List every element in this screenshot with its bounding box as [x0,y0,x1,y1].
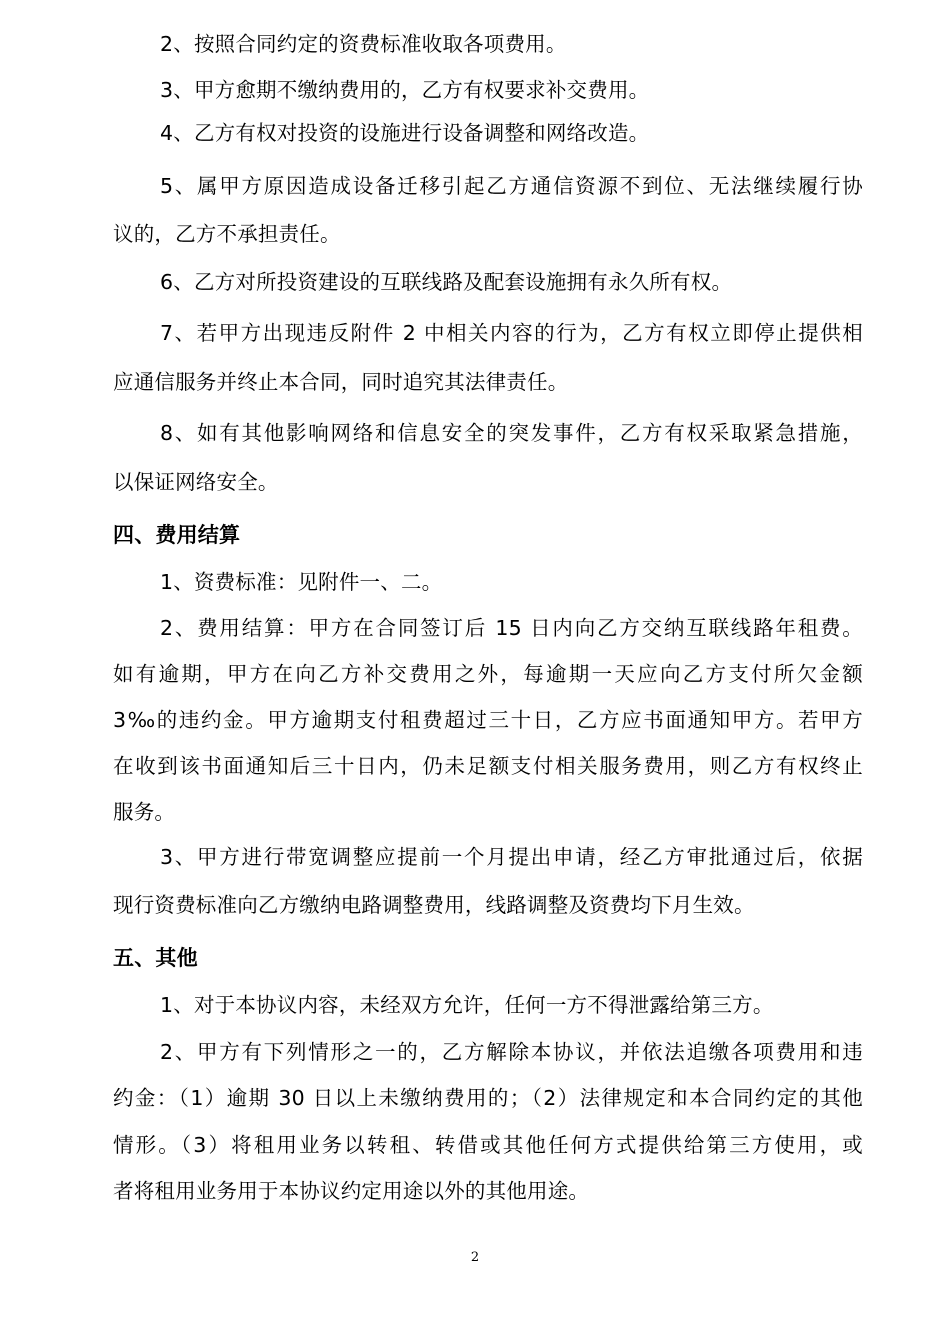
paragraph-5-line-2: 议的，乙方不承担责任。 [113,222,341,246]
other-item-2-line-4: 者将租用业务用于本协议约定用途以外的其他用途。 [113,1179,590,1203]
section-heading-other: 五、其他 [113,946,198,970]
fee-item-2-line-2: 如有逾期，甲方在向乙方补交费用之外，每逾期一天应向乙方支付所欠金额 [113,662,863,686]
fee-item-2-line-3: 3‰的违约金。甲方逾期支付租费超过三十日，乙方应书面通知甲方。若甲方 [113,708,863,732]
paragraph-5-line-1: 5、属甲方原因造成设备迁移引起乙方通信资源不到位、无法继续履行协 [160,174,863,198]
fee-item-2-line-1: 2、费用结算：甲方在合同签订后 15 日内向乙方交纳互联线路年租费。 [160,616,863,640]
paragraph-4-line-1: 4、乙方有权对投资的设施进行设备调整和网络改造。 [160,121,650,145]
paragraph-8-line-1: 8、如有其他影响网络和信息安全的突发事件，乙方有权采取紧急措施， [160,421,863,445]
other-item-2-line-2: 约金：（1）逾期 30 日以上未缴纳费用的；（2）法律规定和本合同约定的其他 [113,1086,863,1110]
section-heading-fee-settlement: 四、费用结算 [113,523,241,547]
paragraph-3-line-1: 3、甲方愈期不缴纳费用的，乙方有权要求补交费用。 [160,78,650,102]
paragraph-6-line-1: 6、乙方对所投资建设的互联线路及配套设施拥有永久所有权。 [160,270,733,294]
other-item-2-line-3: 情形。（3）将租用业务以转租、转借或其他任何方式提供给第三方使用，或 [113,1133,863,1157]
other-item-1-line-1: 1、对于本协议内容，未经双方允许，任何一方不得泄露给第三方。 [160,993,774,1017]
paragraph-8-line-2: 以保证网络安全。 [113,470,279,494]
paragraph-7-line-1: 7、若甲方出现违反附件 2 中相关内容的行为，乙方有权立即停止提供相 [160,321,863,345]
fee-item-3-line-2: 现行资费标准向乙方缴纳电路调整费用，线路调整及资费均下月生效。 [113,893,755,917]
page-number: 2 [470,1250,480,1265]
paragraph-7-line-2: 应通信服务并终止本合同，同时追究其法律责任。 [113,370,569,394]
other-item-2-line-1: 2、甲方有下列情形之一的，乙方解除本协议，并依法追缴各项费用和违 [160,1040,863,1064]
fee-item-2-line-4: 在收到该书面通知后三十日内，仍未足额支付相关服务费用，则乙方有权终止 [113,754,863,778]
fee-item-2-line-5: 服务。 [113,800,176,824]
fee-item-1-line-1: 1、资费标准：见附件一、二。 [160,570,443,594]
paragraph-2-line-1: 2、按照合同约定的资费标准收取各项费用。 [160,32,567,56]
fee-item-3-line-1: 3、甲方进行带宽调整应提前一个月提出申请，经乙方审批通过后，依据 [160,845,863,869]
